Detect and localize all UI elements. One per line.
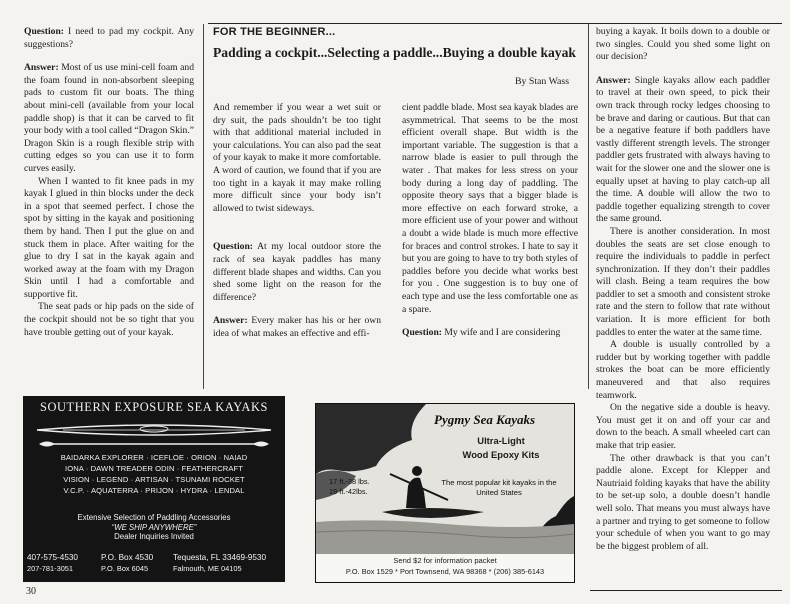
- answer-paragraph: [213, 315, 381, 340]
- box-me: P.O. Box 6045: [101, 564, 149, 573]
- body-paragraph: There is another consideration. In most doubles the seats are set close enough to require the individuals to paddle in perfect synchronization. If they don’t their paddles will clash. Being a team requires the bow paddler to set a smooth and consistent stroke rate and the stern to follow that rate without variation. It is more efficient for both paddles to enter the water at the same time.: [596, 225, 770, 338]
- body-paragraph: On the negative side a double is heavy. You must get it on and off your car and down to the beach. A small wheeled cart can make that trip easier.: [596, 402, 770, 451]
- dealer-line: Dealer Inquiries Invited: [114, 532, 194, 542]
- answer-label: Answer:: [213, 315, 248, 327]
- length-17ft: 17 ft.-38 lbs.: [329, 477, 370, 486]
- column-4: [596, 26, 770, 553]
- pygmy-ultralight: Ultra-Light: [477, 435, 525, 446]
- pygmy-kayaks-ad: [315, 403, 575, 583]
- ad-selection-text: [23, 513, 285, 542]
- pygmy-brand: Pygmy Sea Kayaks: [434, 412, 536, 427]
- body-paragraph: A double is usually controlled by a rudder but by working together with paddle strokes the boat can be more efficiently maneuvered and that also requires teamwork.: [596, 339, 770, 401]
- body-paragraph: And remember if you wear a wet suit or dry suit, the pads shouldn’t be too tight with that additional material included in your calculations. You can also pad the seat of your kayak to make it more comfortable. A word of caution, we found that if you are too tight in a kayak it may make rolling more difficult since your body isn’t allowed to twist sideways.: [213, 102, 381, 214]
- question-paragraph: [213, 241, 381, 304]
- pygmy-address: P.O. Box 1529 * Port Townsend, WA 98368 * (206) 385-6143: [345, 567, 545, 576]
- ad-brand-name: SOUTHERN EXPOSURE SEA KAYAKS: [39, 400, 269, 414]
- article-byline: By Stan Wass: [515, 76, 570, 87]
- boat-model-line: BAIDARKA EXPLORER · ICEFLOE · ORION · NAIAD: [60, 453, 248, 462]
- question-paragraph: [402, 327, 578, 340]
- column-3: [402, 102, 578, 340]
- body-paragraph: The other drawback is that you can’t paddle alone. Except for Klepper and Nautriaid folding kayaks that have the ability to be set-up solo, a double doesn’t handle well solo. That means you must always have a partner and trying to get someone to follow your schedule of when you want to go may be the biggest problem of all.: [596, 452, 770, 552]
- box-fl: P.O. Box 4530: [101, 553, 154, 562]
- phone-me: 207-781-3051: [27, 564, 74, 573]
- column-2: [213, 102, 381, 341]
- question-label: Question:: [402, 327, 442, 339]
- boat-model-line: IONA · DAWN TREADER ODIN · FEATHERCRAFT: [65, 464, 243, 473]
- answer-label: Answer:: [596, 74, 631, 86]
- column-divider: [588, 24, 589, 389]
- city-me: Falmouth, ME 04105: [173, 564, 242, 573]
- question-text: I need to pad my cockpit. Any suggestions?: [24, 26, 194, 50]
- boat-model-line: V.C.P. · AQUATERRA · PRIJON · HYDRA · LENDAL: [63, 486, 245, 495]
- body-paragraph: The seat pads or hip pads on the side of the cockpit should not be so tight that you have trouble getting out of your kayak.: [24, 301, 194, 338]
- accessories-line: Extensive Selection of Paddling Accessories: [77, 513, 231, 522]
- phone-fl: 407-575-4530: [27, 553, 78, 562]
- pygmy-send-info: Send $2 for information packet: [393, 556, 497, 565]
- length-19ft: 19 ft.-42lbs.: [329, 486, 368, 496]
- answer-label: Answer:: [24, 62, 59, 74]
- answer-text: Every maker has his or her own idea of what makes an effective and effi-: [213, 315, 381, 339]
- pygmy-popular: The most popular kit kayaks in the United States: [441, 478, 557, 497]
- article-headline: Padding a cockpit...Selecting a paddle...Buying a double kayak: [213, 45, 576, 60]
- column-1: [24, 26, 194, 339]
- southern-exposure-ad: [23, 396, 285, 582]
- boat-model-line: VISION · LEGEND · ARTISAN · TSUNAMI ROCKET: [63, 475, 245, 484]
- question-text: My wife and I are considering: [441, 327, 561, 339]
- answer-paragraph: [24, 62, 194, 175]
- body-paragraph: buying a kayak. It boils down to a double or two singles. Could you shed some light on our decision?: [596, 26, 770, 63]
- kayak-illustration-icon: [33, 418, 275, 450]
- top-rule: [208, 23, 782, 24]
- ship-anywhere-line: “WE SHIP ANYWHERE”: [111, 522, 197, 532]
- body-paragraph: cient paddle blade. Most sea kayak blades are asymmetrical. That seems to be the most efficient overall shape. But width is the important variable. The suggestion is that a narrow blade is easier to pull through the water . That makes for less stress on your body during a long day of paddling. The opposite theory says that a bigger blade is more effective on each forward stroke, a more efficient use of your power and without a doubt a wide blade is much more effective for braces and control strokes. I hate to say it but you are going to have to try both styles of paddles before you decide what works best for you . One suggestion is to buy one of each type and use the less comfortable one as a spare.: [402, 102, 578, 315]
- pygmy-kits: Wood Epoxy Kits: [462, 449, 540, 460]
- question-label: Question:: [24, 26, 64, 37]
- bottom-rule: [590, 590, 782, 591]
- section-kicker: FOR THE BEGINNER...: [213, 26, 336, 38]
- city-fl: Tequesta, FL 33469-9530: [173, 553, 267, 562]
- question-text: At my local outdoor store the rack of sea kayak paddles has many different blade shapes and widths. Can you shed some light on the reason for the difference?: [213, 241, 381, 303]
- question-label: Question:: [213, 241, 253, 253]
- body-paragraph: When I wanted to fit knee pads in my kayak I glued in thin blocks under the deck in a spot that seemed perfect. I chose the spot by sitting in the kayak and positioning them by hand. Then I put the glue on and stuck them in place. After waiting for the glue to dry I sat in the kayak again and worked away at the foam with my Dragon Skin until I had a comfortable and supportive fit.: [24, 175, 194, 300]
- pygmy-lengths: [329, 477, 370, 496]
- answer-text: Single kayaks allow each paddler to travel at their own speed, to pick their own track through rocky ledges choosing to be brave and daring or cautious. But that can be a negative feature if both paddlers have vastly different strength levels. The stronger paddler gets frustrated with always having to wait for the slower one and the slower one is equally upset at having to play catch-up all the time. A double will allow the two to paddle together equalizing strength to cover the same ground.: [596, 74, 770, 225]
- answer-text: Most of us use mini-cell foam and the foam found in non-absorbent sleeping pads to custom fit our boats. The thing about mini-cell (available from your local paddle shop) is that it can be carved to fit your body with a tool called “Dragon Skin.” Dragon Skin is a rough flexible strip with cutting edges so you can use it to form curves easily.: [24, 62, 194, 174]
- question-paragraph: [24, 26, 194, 51]
- page-number: 30: [26, 586, 36, 597]
- column-divider: [203, 24, 204, 389]
- boat-model-list: [23, 452, 285, 496]
- answer-paragraph: [596, 75, 770, 226]
